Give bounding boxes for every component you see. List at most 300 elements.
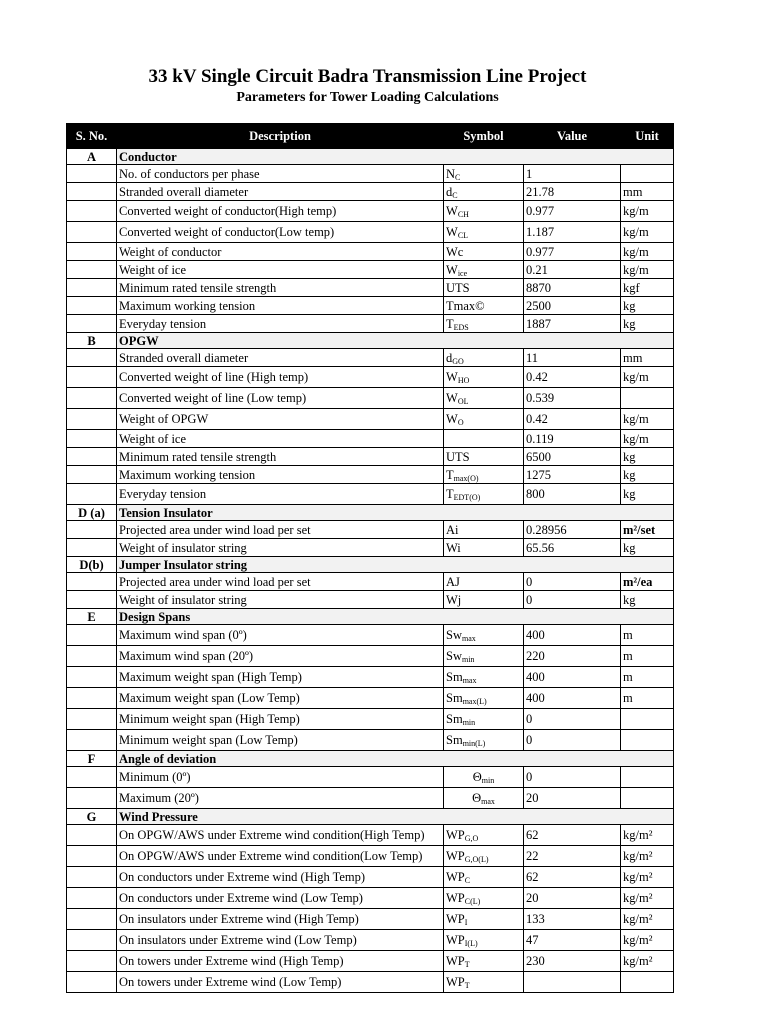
table-row (67, 667, 674, 688)
unit-cell (621, 788, 674, 809)
value-cell: 0.21 (524, 261, 621, 279)
symbol-cell (444, 183, 524, 201)
table-row (67, 539, 674, 557)
symbol-cell (444, 349, 524, 367)
symbol-cell (444, 448, 524, 466)
value-cell (524, 972, 621, 993)
unit-cell: kg/m² (621, 930, 674, 951)
sno-cell (67, 261, 117, 279)
unit-cell: kg/m (621, 409, 674, 430)
symbol-main: WP (446, 849, 465, 863)
description-cell: Converted weight of line (Low temp) (117, 388, 444, 409)
symbol-subscript: OL (457, 397, 469, 406)
section-number: E (67, 609, 117, 625)
description-cell: Weight of conductor (117, 243, 444, 261)
value-cell: 0.977 (524, 243, 621, 261)
symbol-main: Sm (446, 670, 463, 684)
description-cell: Maximum working tension (117, 297, 444, 315)
symbol-main: UTS (446, 280, 470, 295)
parameters-table (66, 123, 674, 993)
sno-cell (67, 430, 117, 448)
symbol-main: W (446, 391, 458, 405)
section-number: G (67, 809, 117, 825)
symbol-main: W (446, 204, 458, 218)
section-title: Conductor (117, 149, 674, 165)
symbol-main: Sw (446, 649, 462, 663)
sno-cell (67, 591, 117, 609)
symbol-main: Θ (472, 791, 482, 805)
symbol-subscript: CL (457, 231, 469, 240)
sno-cell (67, 409, 117, 430)
sno-cell (67, 867, 117, 888)
symbol-subscript: I (464, 918, 468, 927)
symbol-cell (444, 165, 524, 183)
symbol-cell (444, 367, 524, 388)
section-row (67, 149, 674, 165)
value-cell: 400 (524, 688, 621, 709)
unit-cell: kg/m² (621, 846, 674, 867)
symbol-subscript: max (481, 797, 495, 806)
symbol-main: Sm (446, 712, 463, 726)
description-cell: Stranded overall diameter (117, 349, 444, 367)
symbol-cell (444, 484, 524, 505)
symbol-cell (444, 521, 524, 539)
value-cell: 1.187 (524, 222, 621, 243)
symbol-cell (444, 730, 524, 751)
symbol-subscript: max(L) (462, 697, 487, 706)
symbol-cell (444, 951, 524, 972)
unit-cell (621, 165, 674, 183)
section-title: Wind Pressure (117, 809, 674, 825)
sno-cell (67, 349, 117, 367)
value-cell: 0 (524, 730, 621, 751)
symbol-subscript: C (455, 172, 461, 182)
symbol-subscript: G,O (464, 834, 479, 843)
unit-cell (621, 709, 674, 730)
sno-cell (67, 484, 117, 505)
value-cell: 0.42 (524, 367, 621, 388)
page-title: 33 kV Single Circuit Badra Transmission Line Project (148, 66, 587, 87)
symbol-main: W (446, 262, 458, 277)
table-row (67, 165, 674, 183)
value-cell: 0.119 (524, 430, 621, 448)
symbol-cell (444, 688, 524, 709)
symbol-main: N (446, 166, 456, 181)
table-row (67, 448, 674, 466)
symbol-subscript: min (481, 776, 495, 785)
table-row (67, 315, 674, 333)
description-cell: Converted weight of line (High temp) (117, 367, 444, 388)
symbol-main: T (446, 316, 454, 331)
header-symbol: Symbol (444, 124, 524, 149)
table-row (67, 930, 674, 951)
symbol-cell (444, 825, 524, 846)
sno-cell (67, 825, 117, 846)
sno-cell (67, 388, 117, 409)
symbol-main: Ai (446, 522, 459, 537)
table-row (67, 466, 674, 484)
table-row (67, 349, 674, 367)
sno-cell (67, 972, 117, 993)
table-row (67, 484, 674, 505)
table-row (67, 625, 674, 646)
table-row (67, 409, 674, 430)
symbol-main: W (446, 412, 458, 426)
description-cell: Weight of ice (117, 430, 444, 448)
table-row (67, 183, 674, 201)
value-cell: 0.977 (524, 201, 621, 222)
table-row (67, 730, 674, 751)
symbol-cell (444, 539, 524, 557)
symbol-cell (444, 261, 524, 279)
unit-cell (621, 767, 674, 788)
unit-cell: m (621, 667, 674, 688)
description-cell: Maximum wind span (0º) (117, 625, 444, 646)
unit-cell (621, 730, 674, 751)
symbol-main: W (446, 370, 458, 384)
symbol-main: T (446, 467, 454, 482)
table-row (67, 825, 674, 846)
section-row (67, 751, 674, 767)
unit-cell: kg/m² (621, 888, 674, 909)
section-title: Tension Insulator (117, 505, 674, 521)
symbol-cell (444, 466, 524, 484)
table-row (67, 788, 674, 809)
symbol-subscript: O (457, 418, 464, 427)
unit-cell: kg/m² (621, 867, 674, 888)
value-cell: 1887 (524, 315, 621, 333)
sno-cell (67, 297, 117, 315)
symbol-cell (444, 709, 524, 730)
symbol-subscript: max (462, 676, 477, 685)
symbol-main: WP (446, 870, 465, 884)
value-cell: 133 (524, 909, 621, 930)
sno-cell (67, 165, 117, 183)
symbol-subscript: min (462, 718, 476, 727)
section-number: A (67, 149, 117, 165)
symbol-cell (444, 788, 524, 809)
sno-cell (67, 183, 117, 201)
symbol-main: Sm (446, 733, 463, 747)
symbol-main: WP (446, 912, 465, 926)
unit-cell: mm (621, 349, 674, 367)
table-row (67, 951, 674, 972)
symbol-subscript: min(L) (462, 739, 486, 748)
description-cell: Minimum weight span (High Temp) (117, 709, 444, 730)
unit-cell: kg/m² (621, 951, 674, 972)
header-description: Description (117, 124, 444, 149)
symbol-cell (444, 667, 524, 688)
page-subtitle: Parameters for Tower Loading Calculations (236, 90, 499, 105)
symbol-cell (444, 243, 524, 261)
unit-cell: kg (621, 484, 674, 505)
symbol-subscript: G,O(L) (464, 855, 489, 864)
section-title: Angle of deviation (117, 751, 674, 767)
symbol-cell (444, 430, 524, 448)
value-cell: 0.28956 (524, 521, 621, 539)
table-row (67, 646, 674, 667)
symbol-cell (444, 591, 524, 609)
table-row (67, 688, 674, 709)
sno-cell (67, 573, 117, 591)
section-number: D (a) (67, 505, 117, 521)
table-row (67, 888, 674, 909)
unit-cell: kg/m² (621, 909, 674, 930)
description-cell: Minimum rated tensile strength (117, 448, 444, 466)
description-cell: Everyday tension (117, 484, 444, 505)
header-sno: S. No. (67, 124, 117, 149)
symbol-cell (444, 972, 524, 993)
value-cell: 0 (524, 767, 621, 788)
symbol-subscript: C (452, 190, 458, 200)
sno-cell (67, 466, 117, 484)
unit-cell: kg/m (621, 367, 674, 388)
value-cell: 11 (524, 349, 621, 367)
value-cell: 0 (524, 573, 621, 591)
symbol-subscript: I(L) (464, 939, 478, 948)
value-cell: 6500 (524, 448, 621, 466)
sno-cell (67, 539, 117, 557)
symbol-cell (444, 222, 524, 243)
symbol-main: WP (446, 828, 465, 842)
symbol-main: Sm (446, 691, 463, 705)
value-cell: 1275 (524, 466, 621, 484)
section-row (67, 809, 674, 825)
symbol-cell (444, 888, 524, 909)
section-number: D(b) (67, 557, 117, 573)
symbol-subscript: ice (457, 268, 468, 278)
sno-cell (67, 521, 117, 539)
symbol-main: Wc (446, 244, 464, 259)
description-cell: Maximum wind span (20º) (117, 646, 444, 667)
table-row (67, 972, 674, 993)
unit-cell: kg/m (621, 222, 674, 243)
section-row (67, 505, 674, 521)
symbol-subscript: EDS (453, 322, 469, 332)
symbol-cell (444, 930, 524, 951)
unit-cell: m²/ea (621, 573, 674, 591)
symbol-subscript: C(L) (464, 897, 481, 906)
value-cell: 20 (524, 788, 621, 809)
unit-cell (621, 972, 674, 993)
table-row (67, 201, 674, 222)
value-cell: 47 (524, 930, 621, 951)
section-row (67, 609, 674, 625)
symbol-main: T (446, 487, 454, 501)
unit-cell: kg/m (621, 201, 674, 222)
unit-cell: kg (621, 315, 674, 333)
table-header-row (67, 124, 674, 149)
sno-cell (67, 788, 117, 809)
symbol-subscript: T (464, 981, 470, 990)
sno-cell (67, 625, 117, 646)
value-cell: 230 (524, 951, 621, 972)
symbol-cell (444, 646, 524, 667)
symbol-subscript: CH (457, 210, 469, 219)
unit-cell: kg (621, 539, 674, 557)
symbol-cell (444, 846, 524, 867)
description-cell: Projected area under wind load per set (117, 573, 444, 591)
value-cell: 0.42 (524, 409, 621, 430)
description-cell: Minimum weight span (Low Temp) (117, 730, 444, 751)
sno-cell (67, 448, 117, 466)
symbol-main: WP (446, 933, 465, 947)
unit-cell: kg/m² (621, 825, 674, 846)
value-cell: 21.78 (524, 183, 621, 201)
description-cell: Weight of insulator string (117, 591, 444, 609)
symbol-subscript: C (464, 876, 471, 885)
sno-cell (67, 951, 117, 972)
sno-cell (67, 201, 117, 222)
symbol-main: WP (446, 954, 465, 968)
symbol-main: Tmax© (446, 298, 485, 313)
unit-cell: m (621, 625, 674, 646)
description-cell: Minimum rated tensile strength (117, 279, 444, 297)
sno-cell (67, 315, 117, 333)
sno-cell (67, 243, 117, 261)
symbol-cell (444, 409, 524, 430)
value-cell: 2500 (524, 297, 621, 315)
section-title: Jumper Insulator string (117, 557, 674, 573)
value-cell: 20 (524, 888, 621, 909)
section-row (67, 557, 674, 573)
section-number: F (67, 751, 117, 767)
table-row (67, 222, 674, 243)
value-cell: 800 (524, 484, 621, 505)
description-cell: On conductors under Extreme wind (Low Temp) (117, 888, 444, 909)
unit-cell: kg (621, 448, 674, 466)
description-cell: Maximum weight span (Low Temp) (117, 688, 444, 709)
symbol-cell (444, 201, 524, 222)
table-row (67, 243, 674, 261)
header-unit: Unit (621, 124, 674, 149)
symbol-cell (444, 867, 524, 888)
value-cell: 22 (524, 846, 621, 867)
description-cell: Everyday tension (117, 315, 444, 333)
symbol-cell (444, 279, 524, 297)
value-cell: 0 (524, 591, 621, 609)
description-cell: Weight of ice (117, 261, 444, 279)
unit-cell: kgf (621, 279, 674, 297)
unit-cell: kg (621, 297, 674, 315)
symbol-subscript: T (464, 960, 470, 969)
value-cell: 1 (524, 165, 621, 183)
table-row (67, 591, 674, 609)
description-cell: Weight of insulator string (117, 539, 444, 557)
table-row (67, 367, 674, 388)
description-cell: Converted weight of conductor(Low temp) (117, 222, 444, 243)
value-cell: 400 (524, 667, 621, 688)
description-cell: On towers under Extreme wind (High Temp) (117, 951, 444, 972)
section-row (67, 333, 674, 349)
symbol-main: WP (446, 975, 465, 989)
value-cell: 220 (524, 646, 621, 667)
value-cell: 0 (524, 709, 621, 730)
symbol-subscript: max (461, 634, 476, 643)
table-body (67, 149, 674, 993)
table-row (67, 521, 674, 539)
description-cell: On conductors under Extreme wind (High Temp) (117, 867, 444, 888)
sno-cell (67, 730, 117, 751)
description-cell: No. of conductors per phase (117, 165, 444, 183)
symbol-cell (444, 573, 524, 591)
section-title: Design Spans (117, 609, 674, 625)
sno-cell (67, 279, 117, 297)
value-cell: 62 (524, 825, 621, 846)
value-cell: 400 (524, 625, 621, 646)
symbol-main: WP (446, 891, 465, 905)
symbol-cell (444, 767, 524, 788)
symbol-main: AJ (446, 574, 460, 589)
table-row (67, 261, 674, 279)
section-title: OPGW (117, 333, 674, 349)
symbol-main: Wj (446, 592, 462, 607)
description-cell: On OPGW/AWS under Extreme wind condition(High Temp) (117, 825, 444, 846)
symbol-cell (444, 315, 524, 333)
symbol-main: d (446, 350, 453, 365)
table-row (67, 279, 674, 297)
description-cell: Projected area under wind load per set (117, 521, 444, 539)
unit-cell: m (621, 646, 674, 667)
unit-cell (621, 388, 674, 409)
sno-cell (67, 222, 117, 243)
symbol-main: Θ (472, 770, 482, 784)
unit-cell: kg/m (621, 243, 674, 261)
table-row (67, 767, 674, 788)
unit-cell: mm (621, 183, 674, 201)
symbol-subscript: EDT(O) (453, 493, 481, 502)
symbol-cell (444, 297, 524, 315)
value-cell: 8870 (524, 279, 621, 297)
description-cell: Minimum (0º) (117, 767, 444, 788)
table-row (67, 388, 674, 409)
sno-cell (67, 646, 117, 667)
table-row (67, 846, 674, 867)
symbol-cell (444, 388, 524, 409)
symbol-subscript: HO (457, 376, 470, 385)
sno-cell (67, 909, 117, 930)
sno-cell (67, 767, 117, 788)
unit-cell: kg/m (621, 430, 674, 448)
symbol-subscript: min (461, 655, 475, 664)
table-row (67, 867, 674, 888)
description-cell: On towers under Extreme wind (Low Temp) (117, 972, 444, 993)
unit-cell: kg (621, 591, 674, 609)
section-number: B (67, 333, 117, 349)
sno-cell (67, 667, 117, 688)
table-row (67, 430, 674, 448)
value-cell: 65.56 (524, 539, 621, 557)
value-cell: 0.539 (524, 388, 621, 409)
description-cell: On insulators under Extreme wind (Low Temp) (117, 930, 444, 951)
symbol-main: UTS (446, 449, 470, 464)
symbol-main: Wi (446, 540, 461, 555)
symbol-cell (444, 625, 524, 646)
symbol-main: W (446, 225, 458, 239)
symbol-subscript: max(O) (453, 473, 479, 483)
symbol-subscript: GO (452, 356, 464, 366)
sno-cell (67, 930, 117, 951)
symbol-cell (444, 909, 524, 930)
sno-cell (67, 367, 117, 388)
header-value: Value (524, 124, 621, 149)
unit-cell: kg (621, 466, 674, 484)
unit-cell: kg/m (621, 261, 674, 279)
sno-cell (67, 709, 117, 730)
description-cell: Stranded overall diameter (117, 183, 444, 201)
description-cell: Maximum (20º) (117, 788, 444, 809)
description-cell: Maximum weight span (High Temp) (117, 667, 444, 688)
